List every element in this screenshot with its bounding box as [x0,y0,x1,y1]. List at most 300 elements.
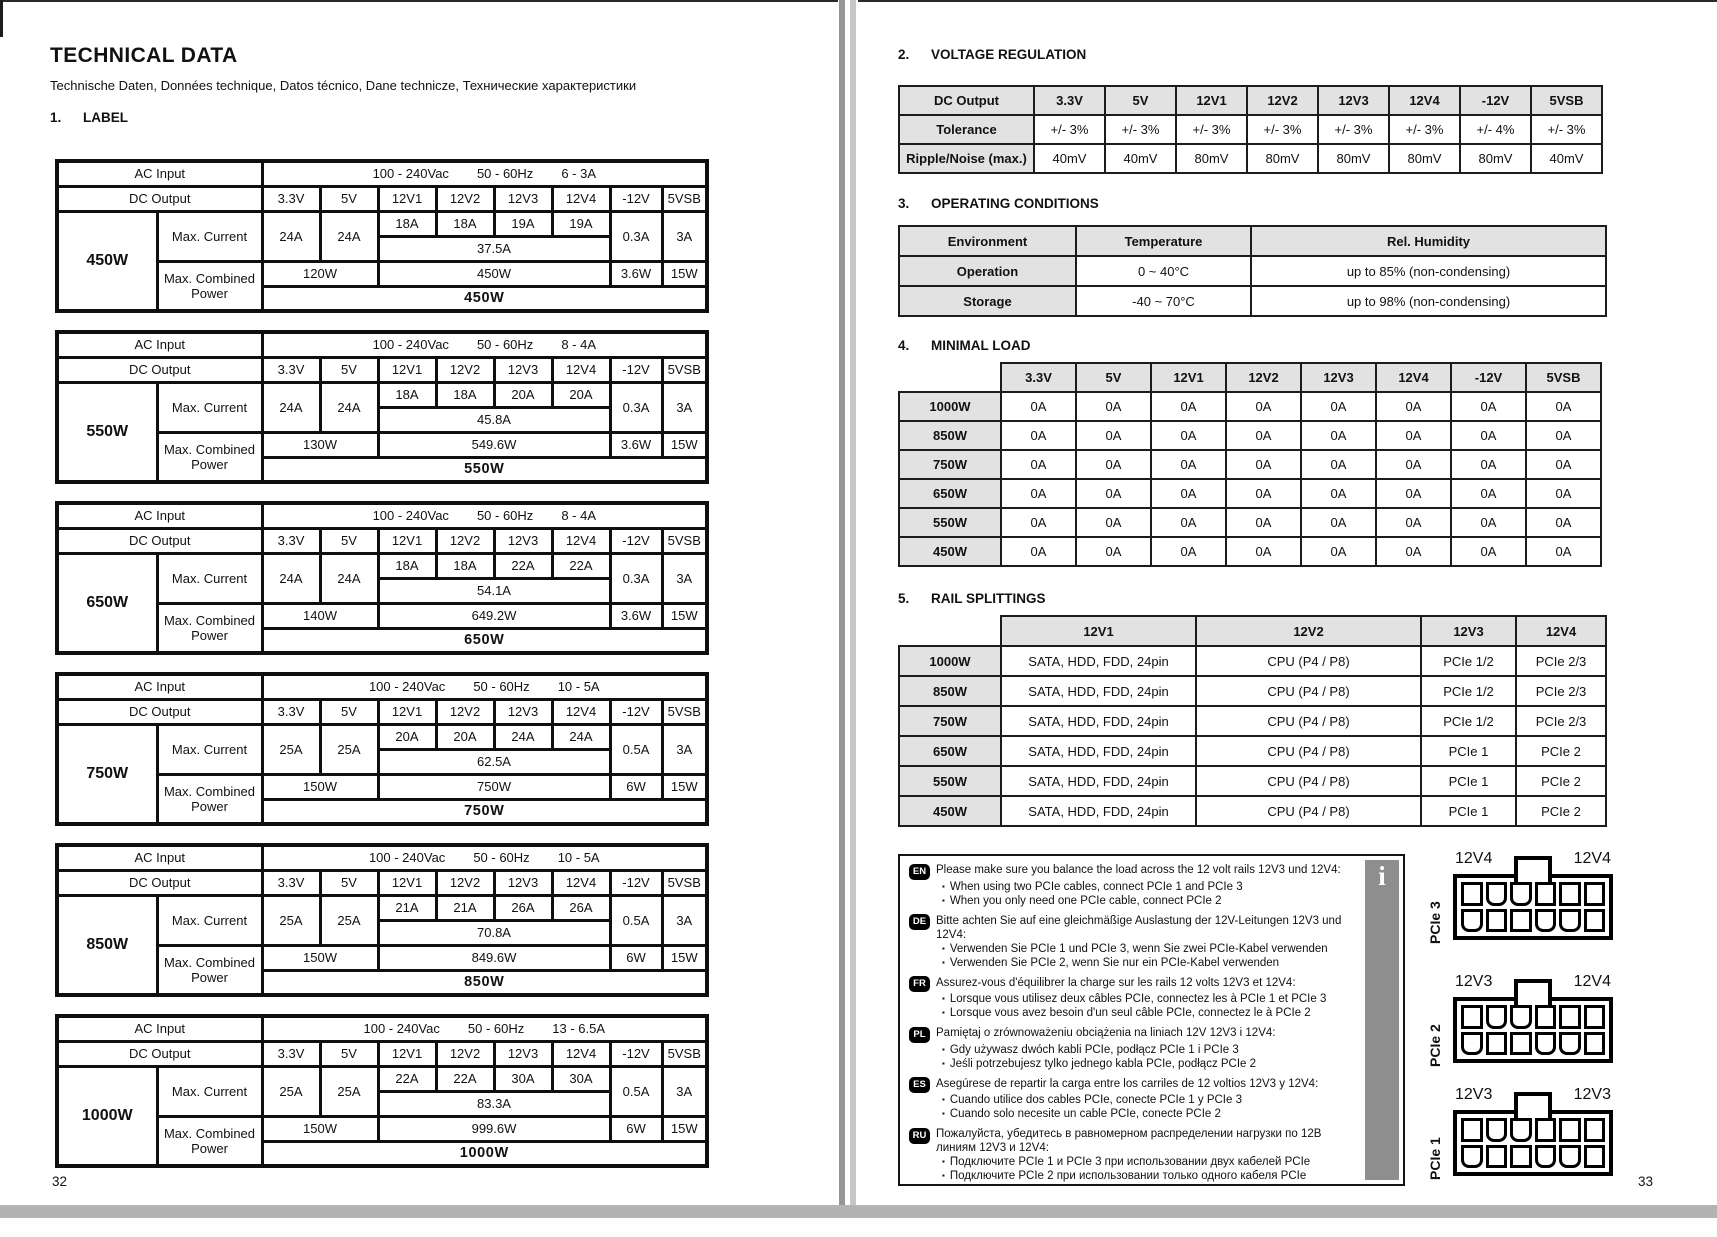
pin-grid [1459,1116,1607,1170]
rail-splitting-value: PCIe 1 [1421,796,1516,826]
minimal-load-value: 0A [1376,450,1451,479]
label-table-550W [55,330,709,484]
notice-bullet [909,1093,1353,1107]
bullet-square-icon: ▪ [942,1109,945,1118]
connector-name-label: PCIe 1 [1427,1137,1443,1180]
page-number-right: 33 [1638,1174,1654,1189]
table-row [899,646,1606,676]
current-3v3: 25A [262,895,320,945]
notice-text-host [909,863,1353,1180]
notice-bullet [909,1006,1353,1020]
table-row [899,392,1601,421]
pin-grid [1459,1003,1607,1057]
dc-column-header: -12V [610,1041,662,1066]
notice-heading-text: Пожалуйста, убедитесь в равномерном распределении нагрузки по 12В линиям 12V3 и 12V4: [936,1128,1322,1154]
table-row [899,796,1606,826]
current-neg12v: 0.3A [610,211,662,261]
dc-column-header: 3.3V [262,699,320,724]
dc-column-header: 12V2 [436,528,494,553]
dc-column-header: 12V1 [378,357,436,382]
current-5v: 25A [320,895,378,945]
dc-column-header: 12V3 [494,186,552,211]
minimal-load-value: 0A [1151,392,1226,421]
ac-input-value [262,503,707,528]
rail-splittings-table [898,615,1607,827]
current-12v-combined: 45.8A [378,407,610,432]
table-row [899,676,1606,706]
row-header: 550W [899,766,1001,796]
table-row [899,226,1606,256]
rail-splitting-value: SATA, HDD, FDD, 24pin [1001,706,1196,736]
scan-corner-mark [0,0,3,37]
total-power: 750W [262,799,707,824]
minimal-load-value: 0A [1151,508,1226,537]
connector-pin [1559,882,1581,906]
row-header: Operation [899,256,1076,286]
minimal-load-value: 0A [1151,421,1226,450]
current-12v-rail: 26A [494,895,552,920]
column-header: 5VSB [1531,86,1602,115]
current-12v-rail: 21A [436,895,494,920]
section-heading-minimal-load [898,338,1031,353]
dc-column-header: 12V4 [552,186,610,211]
rail-splitting-value: SATA, HDD, FDD, 24pin [1001,736,1196,766]
bullet-square-icon: ▪ [942,943,945,953]
connector-pin [1559,1032,1581,1056]
connector-pin [1461,1118,1483,1142]
dc-column-header: 12V2 [436,870,494,895]
minimal-load-value: 0A [1376,479,1451,508]
ac-voltage: 100 - 240Vac [372,166,449,182]
row-header: 650W [899,479,1001,508]
table-row [899,144,1602,173]
current-3v3: 24A [262,382,320,432]
current-5v: 24A [320,382,378,432]
dc-column-header: 5V [320,186,378,211]
table-row [899,115,1602,144]
table-row [899,706,1606,736]
label-table-850W [55,843,709,997]
ripple-value: 40mV [1034,144,1105,173]
column-header: 12V2 [1247,86,1318,115]
ac-frequency: 50 - 60Hz [473,850,530,866]
dc-column-header: 12V2 [436,357,494,382]
dc-column-header: 12V2 [436,186,494,211]
notice-bullet-text: Cuando utilice dos cables PCIe, conecte PCIe 1 y PCIe 3 [949,1094,1242,1106]
current-12v-combined: 54.1A [378,578,610,603]
table-row [899,421,1601,450]
max-combined-power-label: Max. Combined Power [157,774,262,824]
current-5vsb: 3A [662,1066,707,1116]
column-header: -12V [1460,86,1531,115]
table-row [57,357,707,382]
current-12v-rail: 20A [494,382,552,407]
notice-bullet-text: Verwenden Sie PCIe 1 und PCIe 3, wenn Sie zwei PCIe-Kabel verwenden [949,942,1328,955]
rail-splitting-value: PCIe 2/3 [1516,706,1606,736]
dc-column-header: 12V1 [378,699,436,724]
tolerance-value: +/- 4% [1460,115,1531,144]
ac-current: 6 - 3A [561,166,596,182]
column-header: 3.3V [1034,86,1105,115]
model-name: 550W [57,382,157,482]
row-header: Tolerance [899,115,1034,144]
connector-pin [1584,909,1606,933]
corner-header: DC Output [899,86,1034,115]
dc-column-header: 5V [320,528,378,553]
connector-pin [1559,909,1581,933]
rail-label-left: 12V3 [1455,973,1493,990]
power-3v3-5v: 130W [262,432,378,457]
ac-current: 8 - 4A [561,337,596,353]
power-3v3-5v: 150W [262,774,378,799]
connector-pin [1535,1118,1557,1142]
dc-column-header: 12V1 [378,1041,436,1066]
connector-pin [1486,1032,1508,1056]
lang-badge-en: EN [909,864,930,880]
current-5vsb: 3A [662,211,707,261]
rail-splitting-value: CPU (P4 / P8) [1196,676,1421,706]
column-header: 5V [1105,86,1176,115]
power-3v3-5v: 150W [262,945,378,970]
ac-input-value [262,332,707,357]
lang-badge-ru: RU [909,1128,930,1144]
connector-pin [1584,882,1606,906]
connector-pin [1510,1032,1532,1056]
notice-heading-text: Pamiętaj o zrównoważeniu obciążenia na liniach 12V 12V3 i 12V4: [936,1027,1276,1039]
table-row [899,537,1601,566]
total-power: 850W [262,970,707,995]
voltage-regulation-table [898,85,1603,174]
power-5vsb: 15W [662,603,707,628]
dc-column-header: -12V [610,357,662,382]
dc-column-header: 3.3V [262,1041,320,1066]
notice-bullet-text: Lorsque vous utilisez deux câbles PCIe, connectez les à PCIe 1 et PCIe 3 [949,993,1327,1005]
notice-heading-line [909,1026,1353,1043]
notice-heading-line [909,1127,1353,1155]
section-number: 1. [50,110,62,125]
minimal-load-value: 0A [1226,450,1301,479]
row-header: 550W [899,508,1001,537]
total-power: 450W [262,286,707,311]
dc-column-header: 12V4 [552,528,610,553]
ac-current: 10 - 5A [557,850,600,866]
connector-pin [1486,1005,1508,1029]
notice-bullet [909,942,1353,956]
notice-bullet [909,894,1353,908]
rail-splitting-value: SATA, HDD, FDD, 24pin [1001,646,1196,676]
minimal-load-value: 0A [1301,450,1376,479]
table-row [57,674,707,699]
current-12v-rail: 26A [552,895,610,920]
dc-column-header: 5VSB [662,870,707,895]
power-12v: 450W [378,261,610,286]
minimal-load-value: 0A [1376,392,1451,421]
page-gutter-line-dark [839,0,845,1205]
row-header: 650W [899,736,1001,766]
row-header: Storage [899,286,1076,316]
current-12v-rail: 18A [378,553,436,578]
connector-pin [1461,909,1483,933]
rail-label-left: 12V3 [1455,1086,1493,1103]
max-current-label: Max. Current [157,895,262,945]
current-12v-rail: 19A [494,211,552,236]
bullet-square-icon: ▪ [942,1008,945,1017]
pin-grid [1459,880,1607,934]
dc-column-header: 12V4 [552,1041,610,1066]
current-5vsb: 3A [662,724,707,774]
ac-input-label: AC Input [57,161,262,186]
lang-badge-fr: FR [909,976,930,992]
column-header: 12V3 [1301,363,1376,392]
current-5v: 24A [320,553,378,603]
ac-input-value [262,845,707,870]
table-row [57,161,707,186]
dc-column-header: 5VSB [662,186,707,211]
corner-cell [899,616,1001,646]
power-5vsb: 15W [662,1116,707,1141]
corner-cell [899,363,1001,392]
table-row [57,1041,707,1066]
ac-frequency: 50 - 60Hz [476,508,534,524]
dc-column-header: 5V [320,357,378,382]
current-12v-combined: 70.8A [378,920,610,945]
power-3v3-5v: 150W [262,1116,378,1141]
table-row [57,332,707,357]
notice-bullet-text: Подключите PCIe 2 при использовании только одного кабеля PCIe [949,1170,1307,1182]
power-5vsb: 15W [662,945,707,970]
rail-splitting-value: PCIe 1/2 [1421,706,1516,736]
label-table-1000W [55,1014,709,1168]
pcie-connector-3 [1427,850,1613,944]
minimal-load-value: 0A [1076,537,1151,566]
ripple-value: 80mV [1318,144,1389,173]
power-12v: 849.6W [378,945,610,970]
total-power: 650W [262,628,707,653]
connector-pin [1535,1032,1557,1056]
minimal-load-value: 0A [1001,479,1076,508]
dc-column-header: -12V [610,186,662,211]
connector-clip-tab [1514,856,1552,882]
power-neg12v: 3.6W [610,432,662,457]
rail-splitting-value: CPU (P4 / P8) [1196,766,1421,796]
table-row [899,363,1601,392]
connector-pin [1584,1005,1606,1029]
notice-heading-line [909,914,1353,942]
label-table-750W [55,672,709,826]
power-neg12v: 3.6W [610,603,662,628]
dc-column-header: 12V4 [552,699,610,724]
notice-bullet-text: When you only need one PCIe cable, connect PCIe 2 [949,894,1222,907]
minimal-load-table [898,362,1602,567]
rail-splitting-value: CPU (P4 / P8) [1196,736,1421,766]
minimal-load-value: 0A [1526,508,1601,537]
current-5vsb: 3A [662,553,707,603]
section-number: 2. [898,47,910,62]
ripple-value: 80mV [1389,144,1460,173]
notice-heading-text: Assurez-vous d'équilibrer la charge sur les rails 12 volts 12V3 et 12V4: [936,976,1296,989]
connector-pin [1510,882,1532,906]
current-12v-rail: 19A [552,211,610,236]
current-5v: 25A [320,1066,378,1116]
max-combined-power-label: Max. Combined Power [157,261,262,311]
minimal-load-value: 0A [1226,537,1301,566]
rail-splitting-value: PCIe 2 [1516,796,1606,826]
connector-pin [1584,1032,1606,1056]
current-neg12v: 0.5A [610,724,662,774]
current-12v-combined: 83.3A [378,1091,610,1116]
page-number-left: 32 [52,1174,68,1189]
ac-current: 8 - 4A [561,508,596,524]
current-12v-rail: 30A [494,1066,552,1091]
dc-output-label: DC Output [57,1041,262,1066]
connector-pin [1584,1118,1606,1142]
notice-item-es [909,1077,1353,1122]
dc-column-header: 3.3V [262,186,320,211]
connector-clip-tab [1514,1092,1552,1118]
column-header: -12V [1451,363,1526,392]
power-neg12v: 6W [610,774,662,799]
minimal-load-value: 0A [1001,450,1076,479]
row-header: Ripple/Noise (max.) [899,144,1034,173]
dc-column-header: 12V4 [552,357,610,382]
notice-heading-text: Bitte achten Sie auf eine gleichmäßige Auslastung der 12V-Leitungen 12V3 und 12V4: [936,914,1342,941]
ripple-value: 80mV [1460,144,1531,173]
minimal-load-value: 0A [1526,479,1601,508]
notice-bullet [909,1169,1353,1183]
connector-pin [1461,1145,1483,1169]
power-neg12v: 3.6W [610,261,662,286]
ac-input-value [262,1016,707,1041]
table-row [57,895,707,920]
notice-bullet-text: Gdy używasz dwóch kabli PCIe, podłącz PCIe 1 i PCIe 3 [949,1043,1239,1056]
connector-pin [1510,1118,1532,1142]
tolerance-value: +/- 3% [1247,115,1318,144]
connector-pin [1559,1005,1581,1029]
minimal-load-value: 0A [1301,537,1376,566]
current-12v-rail: 20A [378,724,436,749]
section-heading-voltage-regulation [898,47,1086,62]
minimal-load-value: 0A [1451,450,1526,479]
max-current-label: Max. Current [157,382,262,432]
power-12v: 649.2W [378,603,610,628]
notice-item-en [909,863,1353,908]
section-label: LABEL [83,110,128,125]
connector-pin [1510,909,1532,933]
power-5vsb: 15W [662,774,707,799]
column-header: 12V1 [1151,363,1226,392]
minimal-load-value: 0A [1076,421,1151,450]
minimal-load-value: 0A [1451,508,1526,537]
ac-input-value [262,674,707,699]
notice-bullet-text: When using two PCIe cables, connect PCIe 1 and PCIe 3 [949,880,1243,893]
table-row [899,450,1601,479]
model-name: 450W [57,211,157,311]
column-header: Temperature [1076,226,1251,256]
tolerance-value: +/- 3% [1389,115,1460,144]
connector-pin [1535,1005,1557,1029]
minimal-load-value: 0A [1451,421,1526,450]
current-12v-rail: 22A [378,1066,436,1091]
current-neg12v: 0.5A [610,1066,662,1116]
bullet-square-icon: ▪ [942,881,945,891]
notice-bullet-text: Подключите PCIe 1 и PCIe 3 при использовании двух кабелей PCIe [949,1156,1311,1168]
current-neg12v: 0.5A [610,895,662,945]
column-header: 12V4 [1516,616,1606,646]
bullet-square-icon: ▪ [942,1044,945,1054]
power-3v3-5v: 140W [262,603,378,628]
column-header: Environment [899,226,1076,256]
bullet-square-icon: ▪ [942,957,945,967]
rail-splitting-value: PCIe 2 [1516,736,1606,766]
minimal-load-value: 0A [1001,537,1076,566]
ac-frequency: 50 - 60Hz [473,679,530,695]
section-heading-label [50,110,128,125]
tolerance-value: +/- 3% [1176,115,1247,144]
model-name: 850W [57,895,157,995]
dc-column-header: 12V2 [436,1041,494,1066]
notice-bullet [909,1057,1353,1071]
rail-splitting-value: CPU (P4 / P8) [1196,706,1421,736]
table-row [57,553,707,578]
section-number: 3. [898,196,910,211]
connector-pin [1461,1005,1483,1029]
column-header: 12V4 [1389,86,1460,115]
notice-heading-text: Please make sure you balance the load across the 12 volt rails 12V3 und 12V4: [936,864,1341,876]
pcie-connector-1 [1427,1086,1613,1180]
humidity-value: up to 98% (non-condensing) [1251,286,1606,316]
rail-splitting-value: PCIe 2/3 [1516,676,1606,706]
max-current-label: Max. Current [157,1066,262,1116]
column-header: 12V2 [1196,616,1421,646]
current-12v-rail: 21A [378,895,436,920]
dc-column-header: 12V1 [378,870,436,895]
scan-edge-strip [0,1205,1717,1218]
label-table-450W [55,159,709,313]
notice-bullet-text: Cuando solo necesite un cable PCIe, conecte PCIe 2 [949,1108,1221,1120]
table-row [57,699,707,724]
notice-heading-line [909,863,1353,880]
rail-splitting-value: PCIe 1 [1421,736,1516,766]
column-header: 5VSB [1526,363,1601,392]
info-bar [1365,860,1399,1180]
table-row [57,211,707,236]
minimal-load-value: 0A [1376,421,1451,450]
ac-voltage: 100 - 240Vac [368,679,446,695]
minimal-load-value: 0A [1076,508,1151,537]
column-header: 12V1 [1001,616,1196,646]
dc-output-label: DC Output [57,870,262,895]
minimal-load-value: 0A [1001,508,1076,537]
ac-voltage: 100 - 240Vac [372,508,449,524]
current-5v: 25A [320,724,378,774]
table-row [57,724,707,749]
ac-voltage: 100 - 240Vac [368,850,446,866]
current-12v-rail: 20A [552,382,610,407]
dc-column-header: 5V [320,870,378,895]
rail-splitting-value: PCIe 2 [1516,766,1606,796]
minimal-load-value: 0A [1451,537,1526,566]
ac-frequency: 50 - 60Hz [467,1021,525,1037]
minimal-load-value: 0A [1301,421,1376,450]
minimal-load-value: 0A [1451,392,1526,421]
table-row [899,256,1606,286]
minimal-load-value: 0A [1376,508,1451,537]
info-icon: i [1378,861,1386,891]
ripple-value: 80mV [1176,144,1247,173]
rail-splitting-value: SATA, HDD, FDD, 24pin [1001,676,1196,706]
power-12v: 750W [378,774,610,799]
notice-bullet [909,880,1353,894]
